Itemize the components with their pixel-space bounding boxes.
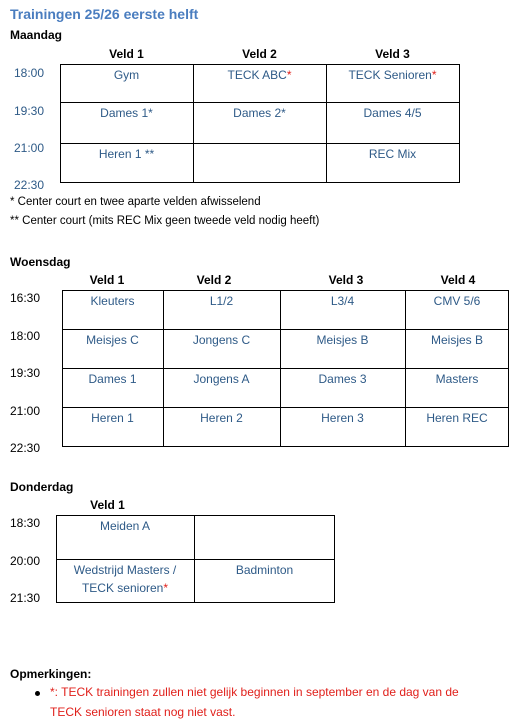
column-header: Veld 1 <box>90 498 125 512</box>
table-cell <box>56 561 194 597</box>
time-label: 21:00 <box>10 404 41 418</box>
column-header: Veld 1 <box>89 273 125 287</box>
time-label: 21:30 <box>10 591 41 605</box>
time-label: 22:30 <box>10 441 41 455</box>
time-label: 18:30 <box>10 516 41 530</box>
table-cell <box>326 66 459 84</box>
table-cell: Heren 2 <box>200 411 243 425</box>
day-heading-woensdag: Woensdag <box>10 255 71 269</box>
time-label: 16:30 <box>10 291 41 305</box>
remark-text-line: TECK senioren staat nog niet vast. <box>50 705 236 719</box>
table-cell: Dames 3 <box>318 372 367 386</box>
cell-text: TECK Senioren <box>348 68 432 82</box>
time-label: 20:00 <box>10 554 41 568</box>
table-cell: CMV 5/6 <box>433 294 481 308</box>
row-divider <box>62 329 509 330</box>
time-label: 18:00 <box>14 66 45 80</box>
row-divider <box>62 368 509 369</box>
table-cell: Meisjes B <box>316 333 369 347</box>
asterisk-mark: * <box>163 581 169 595</box>
time-label: 19:30 <box>14 104 45 118</box>
cell-text-line: Wedstrijd Masters / <box>73 563 177 577</box>
time-label: 18:00 <box>10 329 41 343</box>
page-title: Trainingen 25/26 eerste helft <box>10 6 199 22</box>
cell-text: TECK ABC <box>227 68 287 82</box>
table-cell: Jongens C <box>192 333 251 347</box>
row-divider <box>60 102 460 103</box>
day-heading-maandag: Maandag <box>10 28 63 42</box>
table-cell: L1/2 <box>209 294 234 308</box>
table-cell: Kleuters <box>90 294 135 308</box>
asterisk-mark: * <box>431 68 437 82</box>
table-cell: Dames 4/5 <box>363 106 422 120</box>
cell-text-line <box>56 579 194 597</box>
day-heading-donderdag: Donderdag <box>10 480 74 494</box>
column-header: Veld 4 <box>440 273 476 287</box>
table-cell: Heren 3 <box>321 411 364 425</box>
column-header: Veld 3 <box>328 273 364 287</box>
table-cell: Dames 2* <box>233 106 286 120</box>
footnote: * Center court en twee aparte velden afwisselend <box>10 196 261 208</box>
table-cell: Masters <box>435 372 479 386</box>
table-cell: Gym <box>113 68 140 82</box>
table-cell: Jongens A <box>193 372 250 386</box>
remarks-heading: Opmerkingen: <box>10 667 92 681</box>
table-cell: Meisjes B <box>430 333 483 347</box>
asterisk-mark: * <box>286 68 292 82</box>
table-cell: Meisjes C <box>86 333 139 347</box>
column-header: Veld 2 <box>242 47 277 61</box>
row-divider <box>56 559 335 560</box>
time-label: 21:00 <box>14 141 45 155</box>
table-cell: REC Mix <box>368 147 417 161</box>
column-header: Veld 3 <box>375 47 410 61</box>
footnote: ** Center court (mits REC Mix geen tweede veld nodig heeft) <box>10 215 320 227</box>
table-cell: Heren REC <box>426 411 488 425</box>
row-divider <box>60 143 460 144</box>
column-divider <box>194 515 195 603</box>
column-header: Veld 2 <box>196 273 232 287</box>
cell-text: TECK senioren <box>81 581 164 595</box>
table-cell: Dames 1 <box>88 372 137 386</box>
table-cell: L3/4 <box>330 294 355 308</box>
table-cell: Dames 1* <box>100 106 153 120</box>
table-cell: Badminton <box>235 563 294 577</box>
table-cell: Meiden A <box>99 519 151 533</box>
remark-text-line: *: TECK trainingen zullen niet gelijk beginnen in september en de dag van de <box>50 685 459 699</box>
time-label: 22:30 <box>14 178 45 192</box>
table-cell <box>193 66 326 84</box>
bullet-icon <box>35 691 40 696</box>
time-label: 19:30 <box>10 366 41 380</box>
row-divider <box>62 407 509 408</box>
table-cell: Heren 1 ** <box>98 147 155 161</box>
table-cell: Heren 1 <box>91 411 134 425</box>
column-header: Veld 1 <box>109 47 144 61</box>
